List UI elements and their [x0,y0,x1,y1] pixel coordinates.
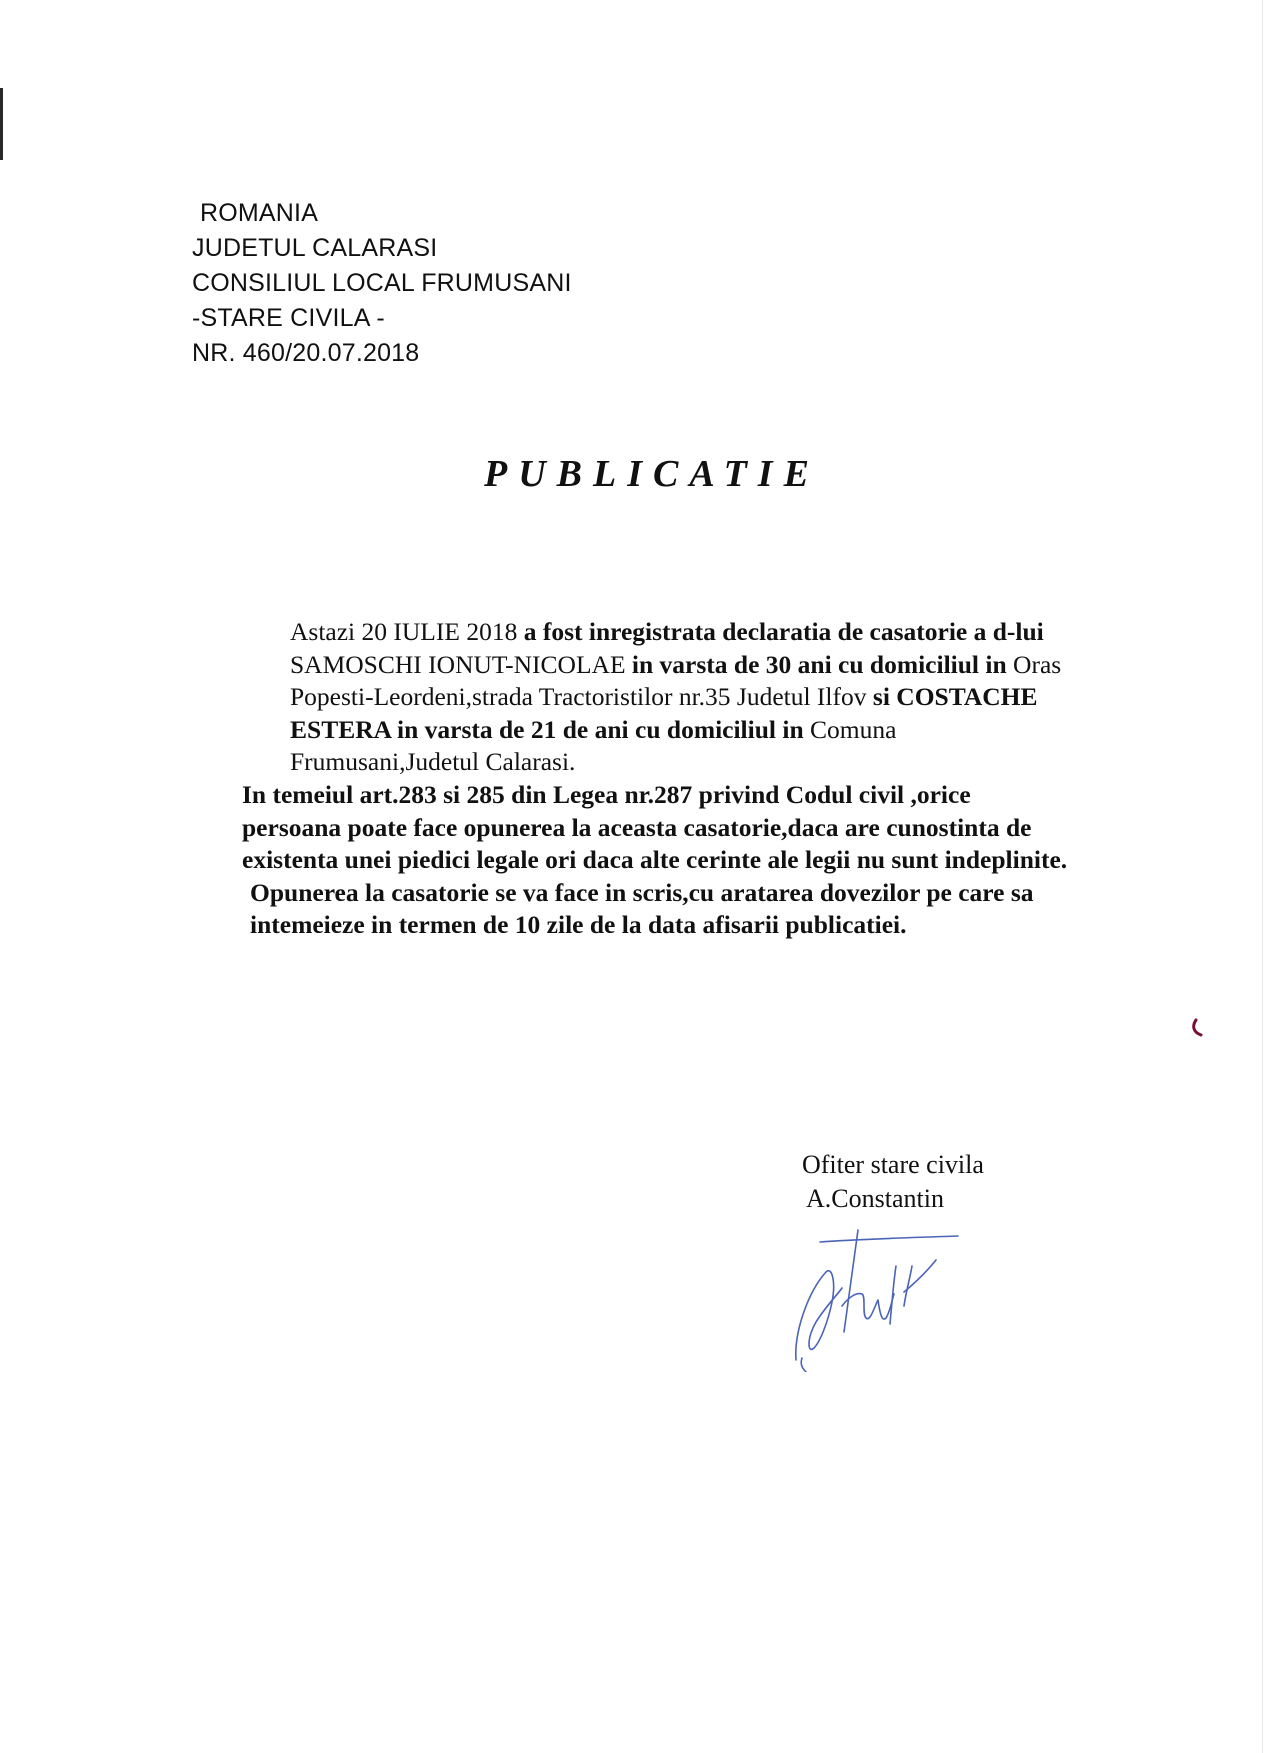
signatory-role: Ofiter stare civila [802,1150,984,1179]
document-body [188,616,1076,942]
issuer-header [192,196,572,371]
bride-address: Comuna Frumusani,Judetul Calarasi. [290,714,897,777]
document-title: PUBLICATIE [484,453,820,495]
declaration-text-b: in varsta de 30 ani cu domiciliul in [631,649,1014,679]
header-council: CONSILIUL LOCAL FRUMUSANI [192,269,572,297]
signatory-name: A.Constantin [806,1184,944,1213]
header-reference-number: NR. 460/20.07.2018 [192,339,420,367]
header-country: ROMANIA [200,199,319,227]
signatory-block [802,1148,984,1216]
header-department: -STARE CIVILA - [192,304,385,332]
bride-details: si COSTACHE ESTERA in varsta de 21 de ani cu domiciliul in [290,682,1038,744]
scan-edge-mark [0,88,3,160]
declaration-date: Astazi 20 IULIE 2018 [290,617,524,646]
paragraph-declaration [188,616,1076,779]
scan-edge-line [1262,0,1263,1753]
paragraph-legal-basis: In temeiul art.283 si 285 din Legea nr.287 privind Codul civil ,orice persoana poate face opunerea la aceasta casatorie,daca are cunostinta de existenta unei piedici legale ori daca alte cerinte ale legii nu sunt indeplinite. [242,779,1068,875]
handwritten-signature-icon [786,1222,966,1372]
declaration-text-a: a fost inregistrata declaratia de casatorie a d-lui [523,617,1044,646]
header-county: JUDETUL CALARASI [192,234,438,262]
groom-address: Oras Popesti-Leordeni,strada Tractoristilor nr.35 Judetul Ilfov [290,649,1062,712]
stray-ink-mark [1190,1018,1204,1038]
groom-name: SAMOSCHI IONUT-NICOLAE [290,649,632,679]
paragraph-objection-notice: Opunerea la casatorie se va face in scris,cu aratarea dovezilor pe care sa intemeieze in termen de 10 zile de la data afisarii publicatiei. [250,877,1034,940]
